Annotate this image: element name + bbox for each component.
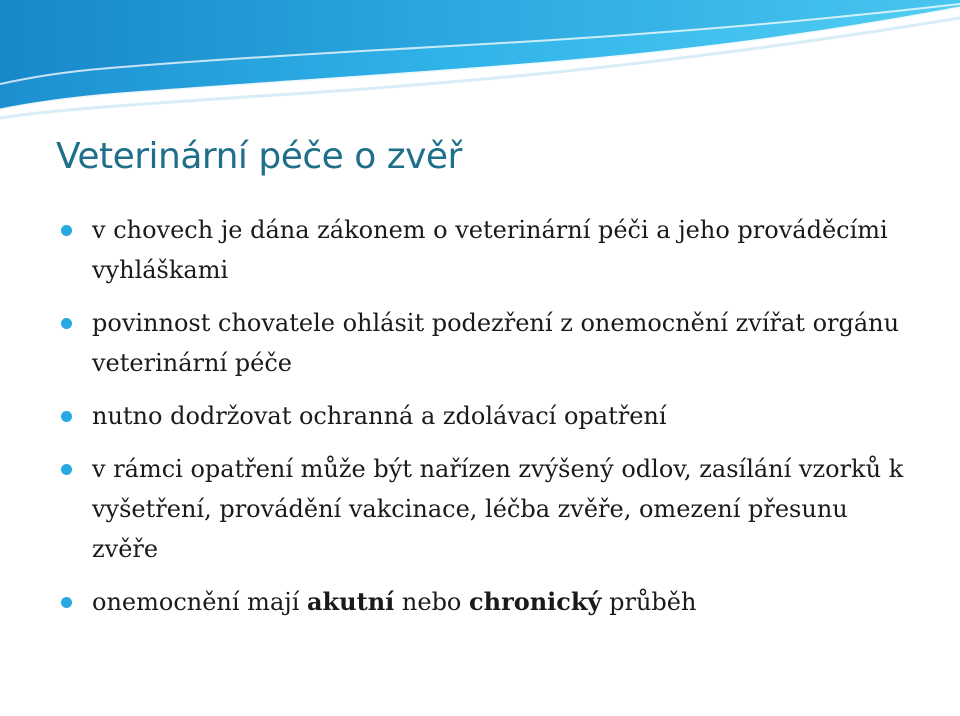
bullet-text: povinnost chovatele ohlásit podezření z onemocnění zvířat orgánu veterinární péče	[92, 309, 900, 377]
bullet-dot-icon	[61, 225, 72, 236]
bullet-dot-icon	[61, 318, 72, 329]
bullet-item	[60, 396, 920, 436]
bullet-text-plain: onemocnění mají	[92, 588, 307, 616]
header-wave-decoration	[0, 0, 960, 120]
bullet-text-emphasis: chronický	[469, 587, 602, 616]
bullet-item	[60, 303, 920, 383]
bullet-item	[60, 582, 920, 622]
bullet-text-plain: průběh	[601, 588, 697, 616]
bullet-text: v rámci opatření může být nařízen zvýšený odlov, zasílání vzorků k vyšetření, provádění vakcinace, léčba zvěře, omezení přesunu zvěře	[92, 455, 904, 563]
bullet-text: v chovech je dána zákonem o veterinární péči a jeho prováděcími vyhláškami	[92, 216, 888, 284]
bullet-dot-icon	[61, 597, 72, 608]
bullet-text-plain: nebo	[394, 588, 470, 616]
bullet-item	[60, 449, 920, 569]
slide-title: Veterinární péče o zvěř	[56, 136, 462, 177]
bullet-text: nutno dodržovat ochranná a zdolávací opatření	[92, 402, 667, 430]
bullet-dot-icon	[61, 411, 72, 422]
bullet-text-emphasis: akutní	[307, 587, 395, 616]
bullet-dot-icon	[61, 464, 72, 475]
bullet-list	[60, 210, 920, 635]
bullet-item	[60, 210, 920, 290]
